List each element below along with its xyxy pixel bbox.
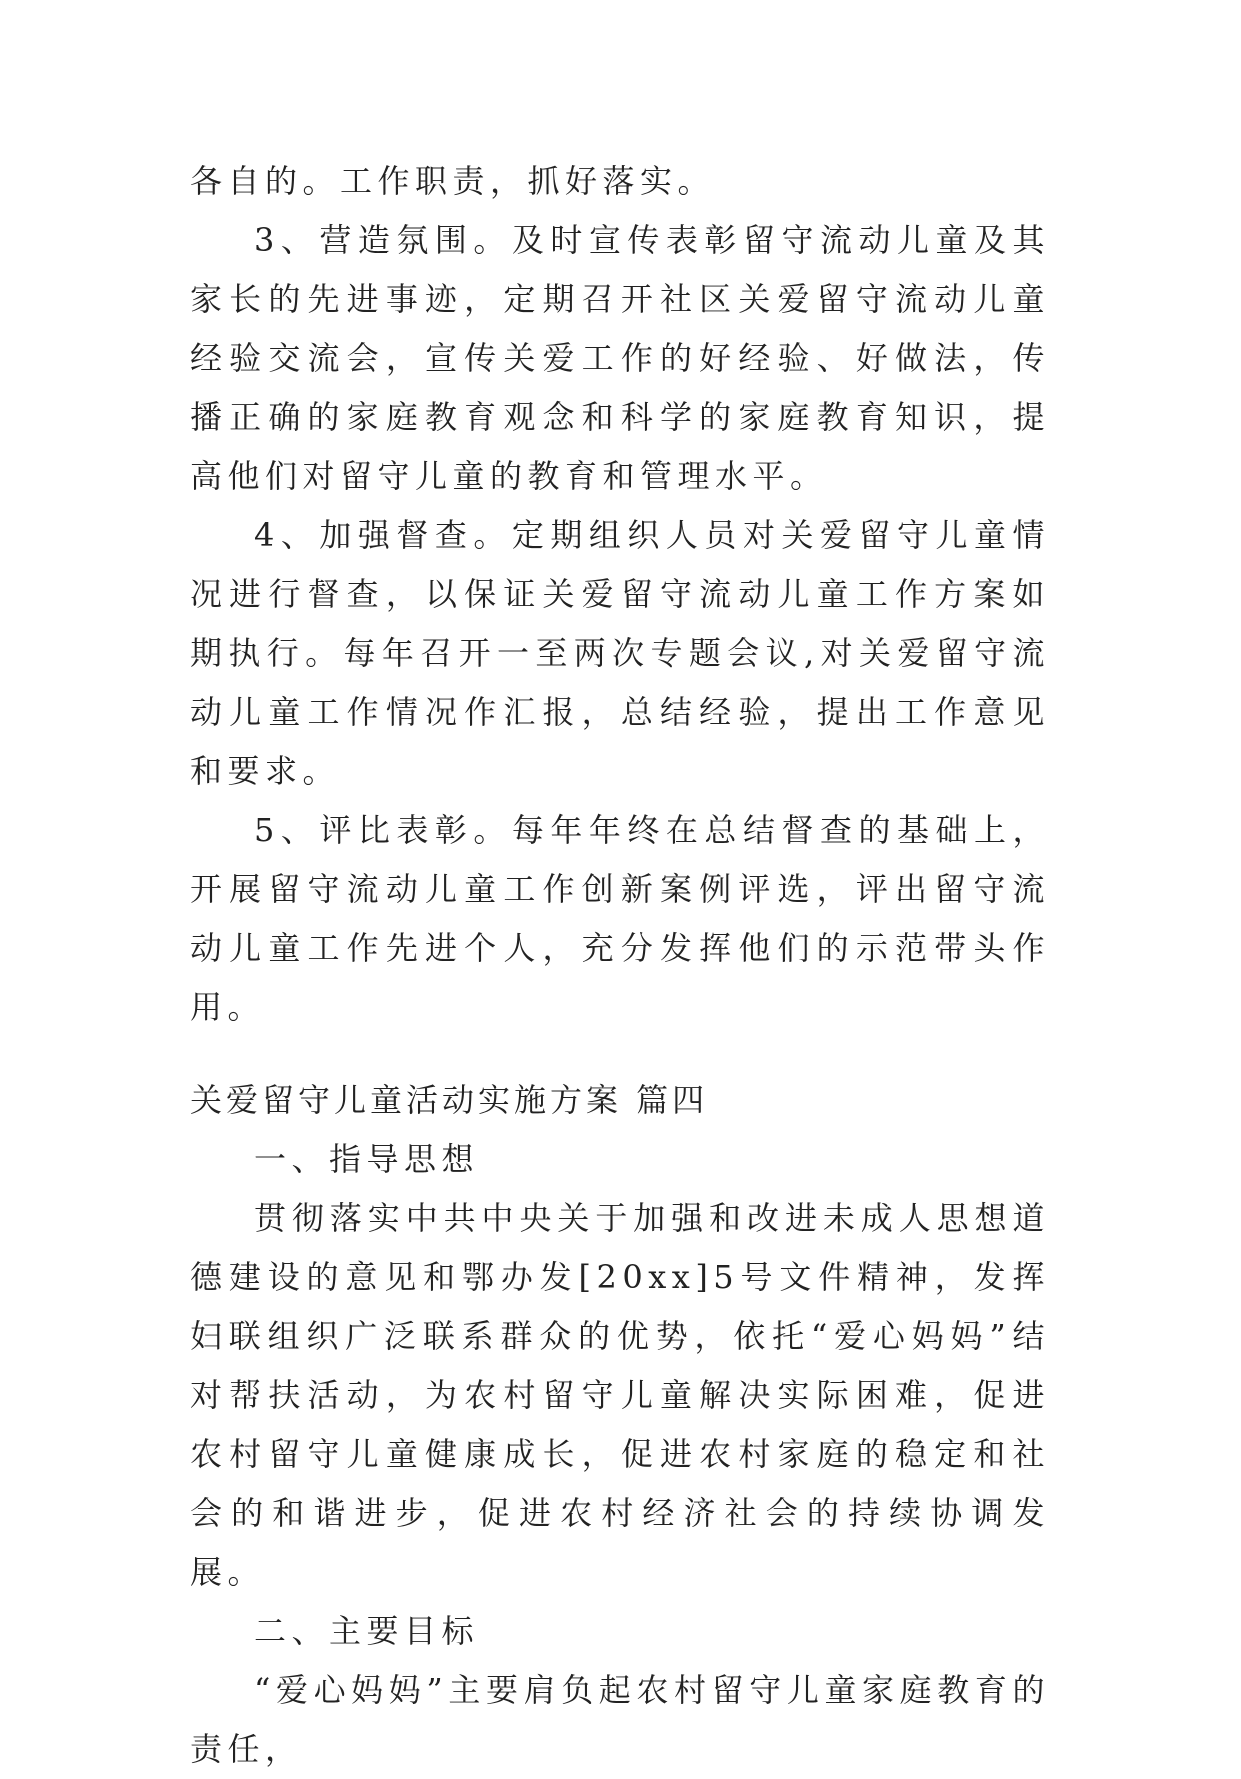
paragraph-item-4: 4、加强督查。定期组织人员对关爱留守儿童情况进行督查，以保证关爱留守流动儿童工作方案如期执行。每年召开一至两次专题会议,对关爱留守流动儿童工作情况作汇报，总结经验，提出工作意见和要求。 bbox=[190, 516, 1050, 790]
section-title: 关爱留守儿童活动实施方案 篇四 bbox=[190, 1081, 709, 1119]
paragraph-continuation: 各自的。工作职责，抓好落实。 bbox=[190, 162, 716, 200]
paragraph-main-goals: “爱心妈妈”主要肩负起农村留守儿童家庭教育的责任， bbox=[190, 1671, 1050, 1768]
heading-guiding-thought: 一、指导思想 bbox=[254, 1140, 480, 1178]
paragraph-item-5: 5、评比表彰。每年年终在总结督查的基础上，开展留守流动儿童工作创新案例评选，评出留守流动儿童工作先进个人，充分发挥他们的示范带头作用。 bbox=[190, 811, 1050, 1026]
paragraph-guiding-thought: 贯彻落实中共中央关于加强和改进未成人思想道德建设的意见和鄂办发[20xx]5号文件精神，发挥妇联组织广泛联系群众的优势，依托“爱心妈妈”结对帮扶活动，为农村留守儿童解决实际困难，促进农村留守儿童健康成长，促进农村家庭的稳定和社会的和谐进步，促进农村经济社会的持续协调发展。 bbox=[190, 1199, 1050, 1591]
document-page bbox=[190, 152, 1050, 1779]
heading-main-goals: 二、主要目标 bbox=[254, 1612, 480, 1650]
paragraph-item-3: 3、营造氛围。及时宣传表彰留守流动儿童及其家长的先进事迹，定期召开社区关爱留守流动儿童经验交流会，宣传关爱工作的好经验、好做法，传播正确的家庭教育观念和科学的家庭教育知识，提高他们对留守儿童的教育和管理水平。 bbox=[190, 221, 1050, 495]
